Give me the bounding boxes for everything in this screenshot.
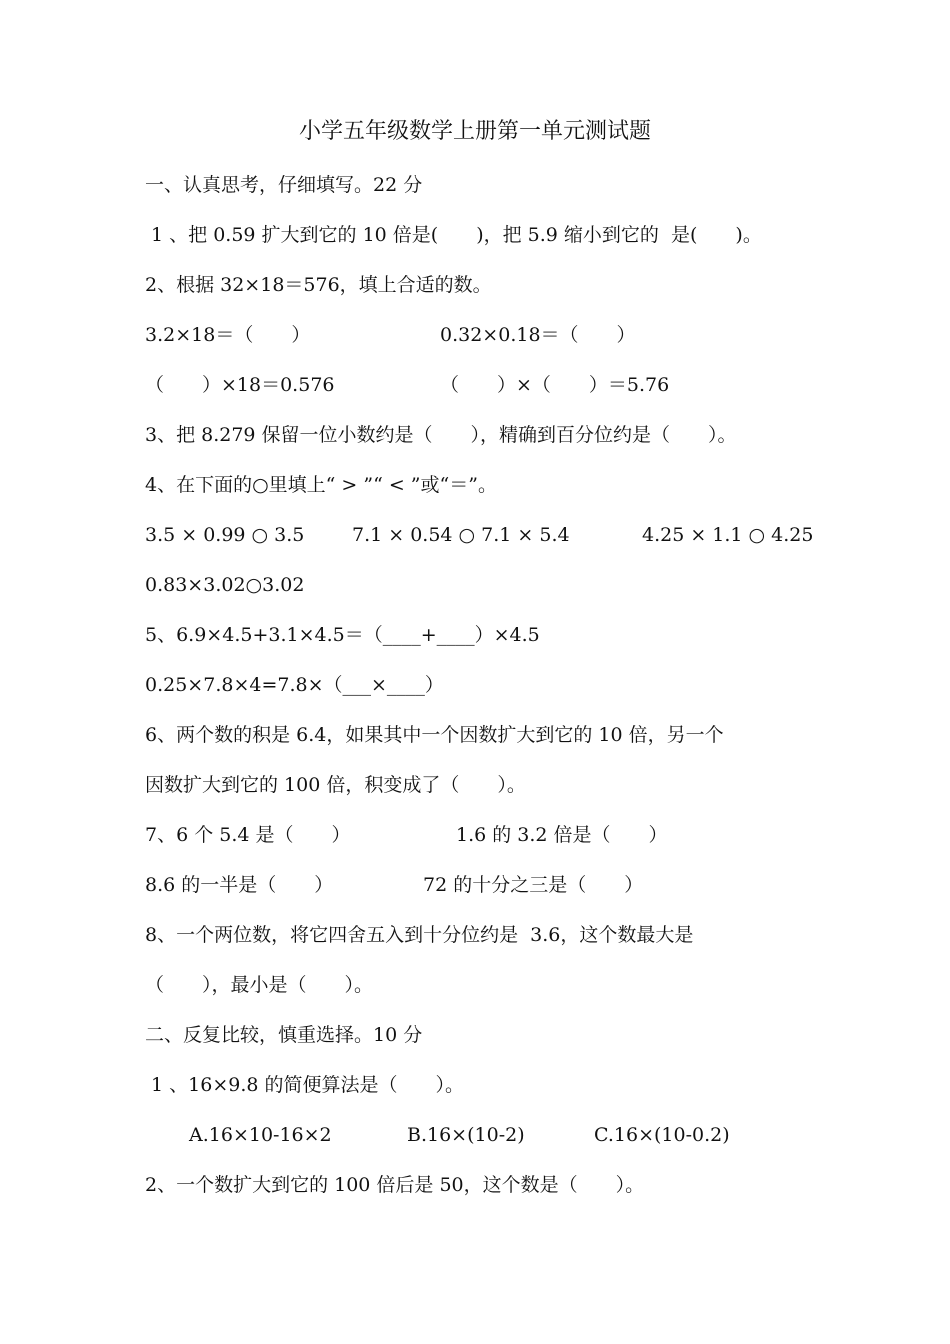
question-1-4-compare-a: 3.5 × 0.99 ○ 3.5 (145, 524, 305, 546)
option-b: B.16×(10-2) (407, 1124, 525, 1146)
question-1-7-c: 8.6 的一半是（ ） (145, 874, 334, 896)
question-1-8-line2: （ ），最小是（ ）。 (145, 974, 374, 996)
question-2-1: 1 、16×9.8 的简便算法是（ ）。 (145, 1074, 465, 1096)
question-1-7-d: 72 的十分之三是（ ） (423, 874, 644, 896)
question-1-4: 4、在下面的○里填上“ > ”“ < ”或“＝”。 (145, 474, 497, 496)
question-1-8-line1: 8、一个两位数，将它四舍五入到十分位约是 3.6，这个数最大是 (145, 924, 694, 946)
question-2-2: 2、一个数扩大到它的 100 倍后是 50，这个数是（ ）。 (145, 1174, 645, 1196)
question-1-2: 2、根据 32×18＝576，填上合适的数。 (145, 274, 492, 296)
question-1-2-blank-a: 3.2×18＝（ ） (145, 324, 311, 346)
question-1-5-a: 5、6.9×4.5+3.1×4.5＝（____+____）×4.5 (145, 624, 540, 646)
question-1-5-b: 0.25×7.8×4=7.8×（___×____） (145, 674, 444, 696)
option-c: C.16×(10-0.2) (594, 1124, 730, 1146)
question-1-2-blank-c: （ ）×18＝0.576 (145, 374, 335, 396)
option-a: A.16×10-16×2 (189, 1124, 332, 1146)
question-1-7-a: 7、6 个 5.4 是（ ） (145, 824, 351, 846)
question-1-7-b: 1.6 的 3.2 倍是（ ） (456, 824, 668, 846)
question-1-4-compare-c: 4.25 × 1.1 ○ 4.25 (642, 524, 814, 546)
question-1-6-line1: 6、两个数的积是 6.4，如果其中一个因数扩大到它的 10 倍，另一个 (145, 724, 724, 746)
section2-heading: 二、反复比较，慎重选择。10 分 (145, 1024, 423, 1046)
section1-heading: 一、认真思考，仔细填写。22 分 (145, 174, 423, 196)
question-1-4-compare-d: 0.83×3.02○3.02 (145, 574, 305, 596)
question-1-3: 3、把 8.279 保留一位小数约是（ ），精确到百分位约是（ ）。 (145, 424, 737, 446)
question-1-1: 1 、把 0.59 扩大到它的 10 倍是( )，把 5.9 缩小到它的 是( )。 (145, 224, 762, 246)
question-1-2-blank-b: 0.32×0.18＝（ ） (440, 324, 636, 346)
question-1-2-blank-d: （ ）×（ ）＝5.76 (440, 374, 670, 396)
page-title: 小学五年级数学上册第一单元测试题 (298, 119, 651, 144)
question-1-6-line2: 因数扩大到它的 100 倍，积变成了（ ）。 (145, 774, 526, 796)
question-1-4-compare-b: 7.1 × 0.54 ○ 7.1 × 5.4 (352, 524, 570, 546)
